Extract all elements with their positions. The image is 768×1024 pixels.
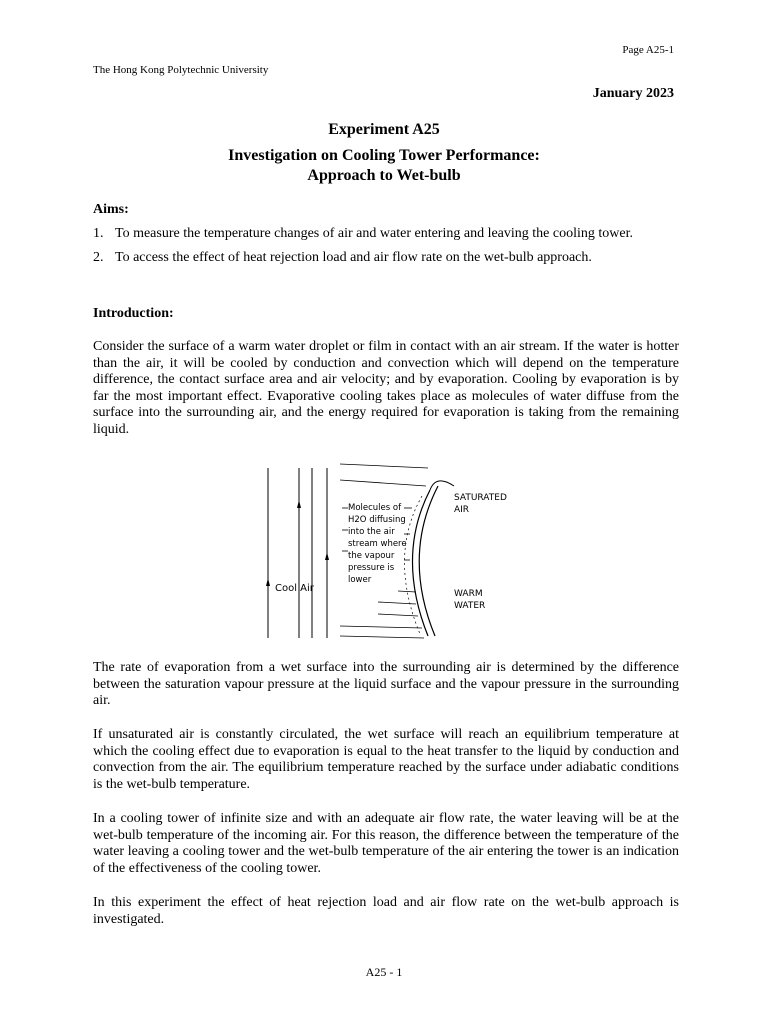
molecules-label-line-1: Molecules of — [348, 503, 402, 513]
molecules-label-line-3: into the air — [348, 527, 395, 537]
aim-item-2 — [93, 249, 679, 266]
university-name: The Hong Kong Polytechnic University — [93, 64, 269, 76]
molecules-label-line-2: H2O diffusing — [348, 515, 406, 525]
experiment-title: Experiment A25 — [328, 121, 440, 138]
molecules-label-line-6: pressure is — [348, 563, 395, 573]
experiment-subtitle — [0, 146, 768, 186]
warm-water-label-2: WATER — [454, 601, 486, 611]
intro-paragraph-3: If unsaturated air is constantly circulated, the wet surface will reach an equilibrium temperature at which the cooling effect due to evaporation is equal to the heat transfer to the liquid by conduction and convection from the air. The equilibrium temperature reached by the surface under adiabatic conditions is the wet-bulb temperature. — [93, 727, 679, 792]
subtitle-line-1: Investigation on Cooling Tower Performance: — [228, 147, 540, 164]
footer-page-number: A25 - 1 — [365, 965, 403, 979]
warm-water-label-1: WARM — [454, 589, 483, 599]
intro-paragraph-2: The rate of evaporation from a wet surface into the surrounding air is determined by the difference between the saturation vapour pressure at the liquid surface and the vapour pressure in the surrounding air. — [93, 660, 679, 708]
saturated-air-label-1: SATURATED — [454, 493, 507, 503]
evaporation-diagram — [258, 456, 518, 642]
molecules-label-line-5: the vapour — [348, 551, 395, 561]
aims-heading: Aims: — [93, 202, 129, 217]
evaporation-figure — [258, 456, 518, 642]
document-date: January 2023 — [592, 86, 674, 101]
subtitle-line-2: Approach to Wet-bulb — [307, 167, 461, 184]
aim-number: 1. — [93, 226, 104, 241]
cool-air-label: Cool Air — [275, 583, 314, 594]
molecules-label-line-7: lower — [348, 575, 372, 585]
aim-number: 2. — [93, 250, 104, 265]
page-label: Page A25-1 — [622, 44, 674, 56]
molecules-label-line-4: stream where — [348, 539, 407, 549]
aim-text: To measure the temperature changes of air and water entering and leaving the cooling tower. — [115, 226, 633, 241]
saturated-air-label-2: AIR — [454, 505, 470, 515]
aim-text: To access the effect of heat rejection load and air flow rate on the wet-bulb approach. — [115, 250, 592, 265]
introduction-heading: Introduction: — [93, 306, 174, 321]
intro-paragraph-5: In this experiment the effect of heat rejection load and air flow rate on the wet-bulb approach is investigated. — [93, 895, 679, 927]
aims-list — [93, 225, 679, 266]
aim-item-1 — [93, 225, 679, 242]
intro-paragraph-1: Consider the surface of a warm water droplet or film in contact with an air stream. If the water is hotter than the air, it will be cooled by conduction and convection which will depend on the temperature difference, the contact surface area and air velocity; and by evaporation. Cooling by evaporation is by far the most important effect. Evaporative cooling takes place as molecules of water diffuse from the surface into the surrounding air, and the energy required for evaporation is taking from the remaining liquid. — [93, 339, 679, 437]
intro-paragraph-4: In a cooling tower of infinite size and with an adequate air flow rate, the water leaving will be at the wet-bulb temperature of the incoming air. For this reason, the difference between the temperature of the water leaving a cooling tower and the wet-bulb temperature of the air entering the tower is an indication of the effectiveness of the cooling tower. — [93, 811, 679, 876]
